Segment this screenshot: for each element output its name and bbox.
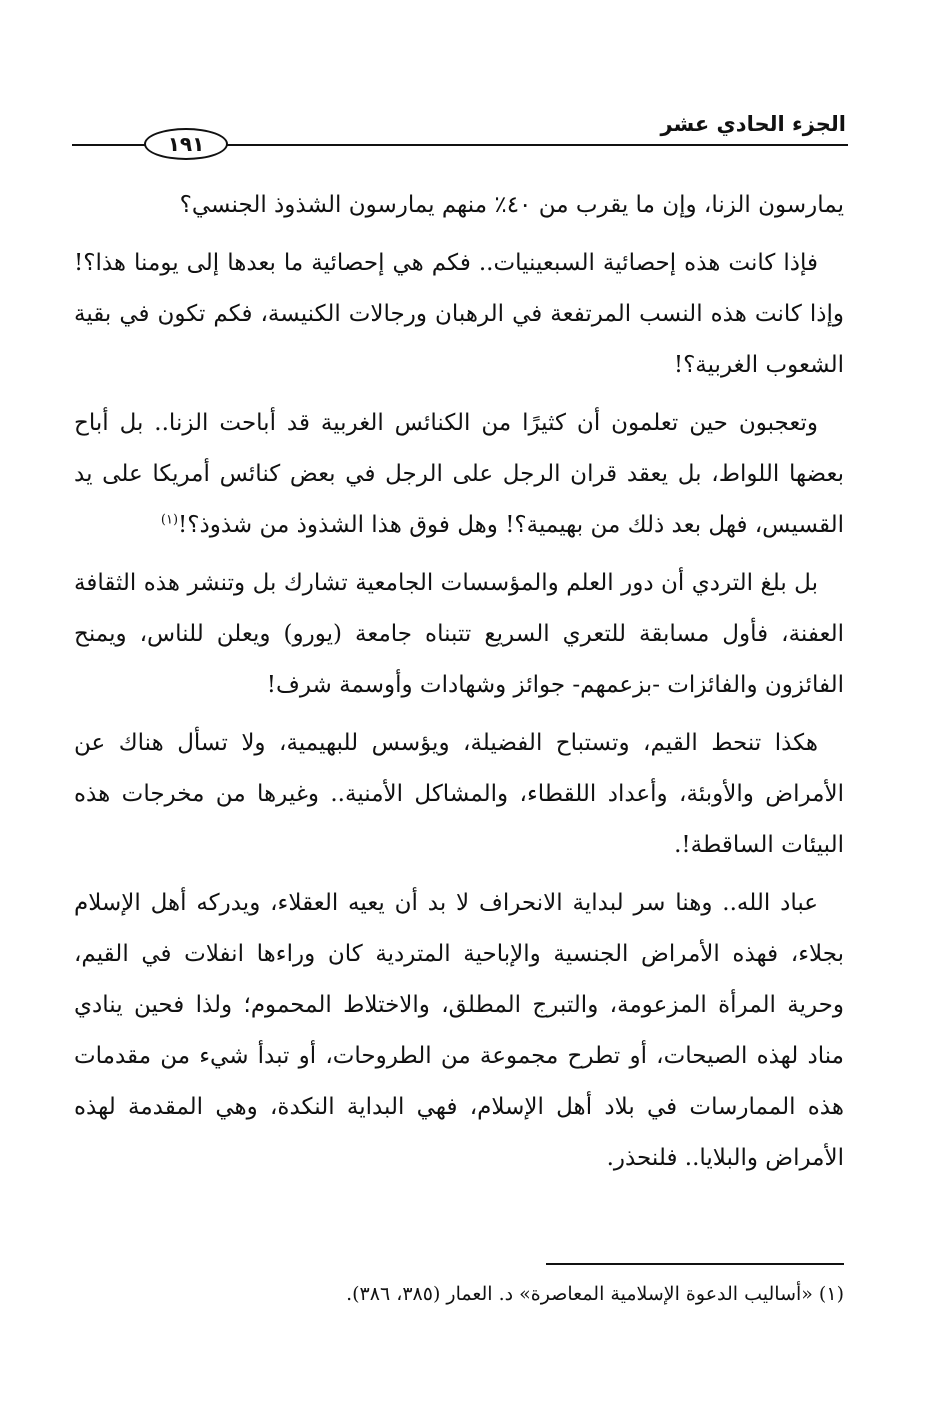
footnote: (١) «أساليب الدعوة الإسلامية المعاصرة» د. العمار (٣٨٥، ٣٨٦). [346, 1283, 844, 1305]
paragraph: عباد الله.. وهنا سر لبداية الانحراف لا بد أن يعيه العقلاء، ويدركه أهل الإسلام بجلاء، فهذه الأمراض الجنسية والإباحية المتردية كان وراءها انفلات في القيم، وحرية المرأة المزعومة، والتبرج المطلق، والاختلاط المحموم؛ ولذا فحين ينادي مناد لهذه الصيحات، أو تطرح مجموعة من الطروحات، أو تبدأ شيء من مقدمات هذه الممارسات في بلاد أهل الإسلام، فهي البداية النكدة، وهي المقدمة لهذه الأمراض والبلايا.. فلنحذر. [74, 890, 844, 1171]
paragraph-continuation: يمارسون الزنا، وإن ما يقرب من ٤٠٪ منهم يمارسون الشذوذ الجنسي؟ [179, 192, 844, 218]
page-header [72, 108, 848, 168]
paragraph: فإذا كانت هذه إحصائية السبعينيات.. فكم هي إحصائية ما بعدها إلى يومنا هذا؟! وإذا كانت هذه النسب المرتفعة في الرهبان ورجالات الكنيسة، فكم تكون في بقية الشعوب الغربية؟! [74, 250, 844, 378]
page-number: ١٩١ [144, 128, 228, 160]
body-text [74, 180, 844, 1191]
paragraph [74, 398, 844, 551]
paragraph: بل بلغ التردي أن دور العلم والمؤسسات الجامعية تشارك بل وتنشر هذه الثقافة العفنة، فأول مسابقة للتعري السريع تتبناه جامعة (يورو) ويعلن للناس، ويمنح الفائزون والفائزات -بزعمهم- جوائز وشهادات وأوسمة شرف! [74, 570, 844, 698]
paragraph-text: وتعجبون حين تعلمون أن كثيرًا من الكنائس الغربية قد أباحت الزنا.. بل أباح بعضها اللواط، بل يعقد قران الرجل على الرجل في بعض كنائس أمريكا على يد القسيس، فهل بعد ذلك من بهيمية؟! وهل فوق هذا الشذوذ من شذوذ؟! [74, 410, 844, 538]
footnote-reference: (١) [160, 512, 179, 528]
paragraph: هكذا تنحط القيم، وتستباح الفضيلة، ويؤسس للبهيمية، ولا تسأل هناك عن الأمراض والأوبئة، وأعداد اللقطاء، والمشاكل الأمنية.. وغيرها من مخرجات هذه البيئات الساقطة!. [74, 730, 844, 858]
running-title: الجزء الحادي عشر [660, 112, 846, 136]
footnote-rule [546, 1263, 844, 1265]
